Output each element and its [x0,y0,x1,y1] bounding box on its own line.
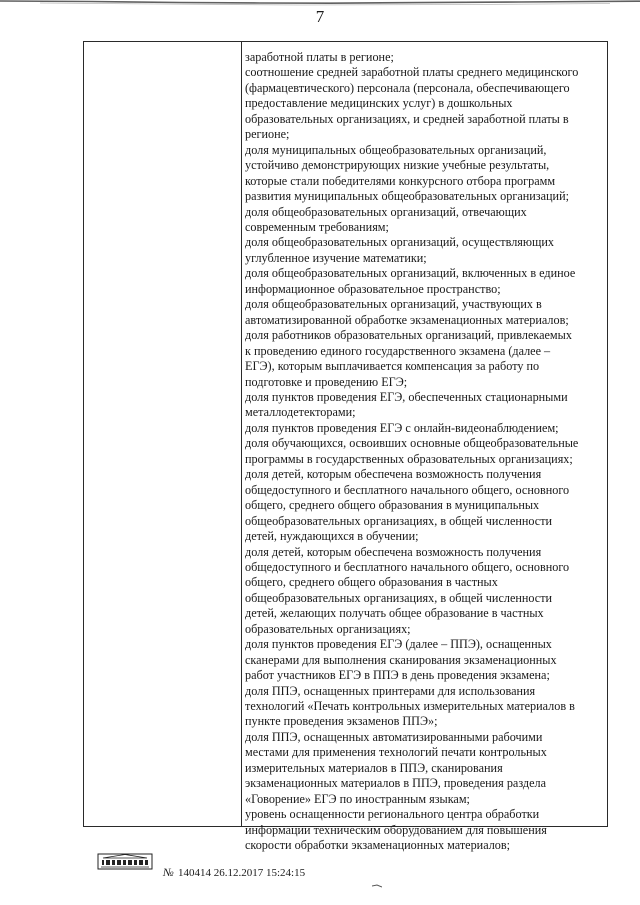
text-line: работ участников ЕГЭ в ППЭ в день проведения экзамена; [245,668,550,683]
text-line: доля общеобразовательных организаций, осуществляющих [245,235,554,250]
text-line: местами для применения технологий печати контрольных [245,745,547,760]
indicator-list [245,50,607,854]
text-line: предоставление медицинских услуг) в дошкольных [245,96,513,111]
text-line: доля общеобразовательных организаций, включенных в единое [245,266,576,281]
text-line: общеобразовательных организациях, в общей численности [245,513,553,528]
text-line: доля пунктов проведения ЕГЭ, обеспеченных стационарными [245,389,568,404]
text-line: информационное образовательное пространство; [245,281,501,296]
text-line: общего, среднего общего образования в муниципальных [245,498,540,513]
text-line: уровень оснащенности регионального центра обработки [245,807,540,822]
text-line: образовательных организациях, и средней заработной платы в [245,111,569,126]
text-line: доля ППЭ, оснащенных автоматизированными рабочими [245,729,543,744]
text-line: доля пунктов проведения ЕГЭ (далее – ППЭ), оснащенных [245,637,552,652]
text-line: развития муниципальных общеобразовательных организаций; [245,189,569,204]
text-line: углубленное изучение математики; [245,250,427,265]
text-line: программы в государственных образовательных организациях; [245,451,573,466]
text-line: общего, среднего общего образования в частных [245,575,498,590]
text-line: доля детей, которым обеспечена возможность получения [245,467,542,482]
text-line: которые стали победителями конкурсного отбора программ [245,173,556,188]
text-line: современным требованиям; [245,219,389,234]
text-line: соотношение средней заработной платы среднего медицинского [245,65,579,80]
text-line: общеобразовательных организациях, в общей численности [245,590,553,605]
text-line: ЕГЭ), которым выплачивается компенсация за работу по [245,359,540,374]
text-line: подготовке и проведению ЕГЭ; [245,374,408,389]
text-line: доля общеобразовательных организаций, отвечающих [245,204,527,219]
text-line: информации техническим оборудованием для повышения [245,822,547,837]
number-sign: № [163,867,174,879]
page-number: 7 [315,7,325,26]
text-line: технологий «Печать контрольных измерительных материалов в [245,699,575,714]
text-line: (фармацевтического) персонала (персонала, обеспечивающего [245,80,570,95]
text-line: доля детей, которым обеспечена возможность получения [245,544,542,559]
text-line: скорости обработки экзаменационных материалов; [245,838,511,853]
text-line: доля пунктов проведения ЕГЭ с онлайн-видеонаблюдением; [245,420,559,435]
text-line: к проведению единого государственного экзамена (далее – [245,343,551,358]
text-line: пункте проведения экзаменов ППЭ»; [245,714,438,729]
text-line: доля обучающихся, освоивших основные общеобразовательные [245,436,579,451]
text-line: доля общеобразовательных организаций, участвующих в [245,297,542,312]
document-registration-stamp: 140414 26.12.2017 15:24:15 [178,867,306,879]
text-line: детей, желающих получать общее образование в частных [245,606,544,621]
table-column-divider [241,41,242,827]
text-line: образовательных организациях; [245,621,411,636]
scan-speck-artifact [372,884,382,888]
text-line: «Говорение» ЕГЭ по иностранным языкам; [245,791,470,806]
registration-stamp-icon [97,853,153,870]
text-line: доля работников образовательных организаций, привлекаемых [245,328,572,343]
text-line: регионе; [245,127,290,142]
text-line: доля муниципальных общеобразовательных организаций, [245,142,547,157]
text-line: устойчиво демонстрирующих низкие учебные результаты, [245,158,550,173]
text-line: общедоступного и бесплатного начального общего, основного [245,559,570,574]
text-line: измерительных материалов в ППЭ, сканирования [245,760,503,775]
text-line: общедоступного и бесплатного начального общего, основного [245,482,570,497]
text-line: заработной платы в регионе; [245,50,394,64]
text-line: доля ППЭ, оснащенных принтерами для использования [245,683,536,698]
text-line: детей, нуждающихся в обучении; [245,529,419,544]
text-line: автоматизированной обработке экзаменационных материалов; [245,312,569,327]
text-line: металлодетекторами; [245,405,356,420]
text-line: сканерами для выполнения сканирования экзаменационных [245,652,557,667]
text-line: экзаменационных материалов в ППЭ, проведения раздела [245,776,547,791]
